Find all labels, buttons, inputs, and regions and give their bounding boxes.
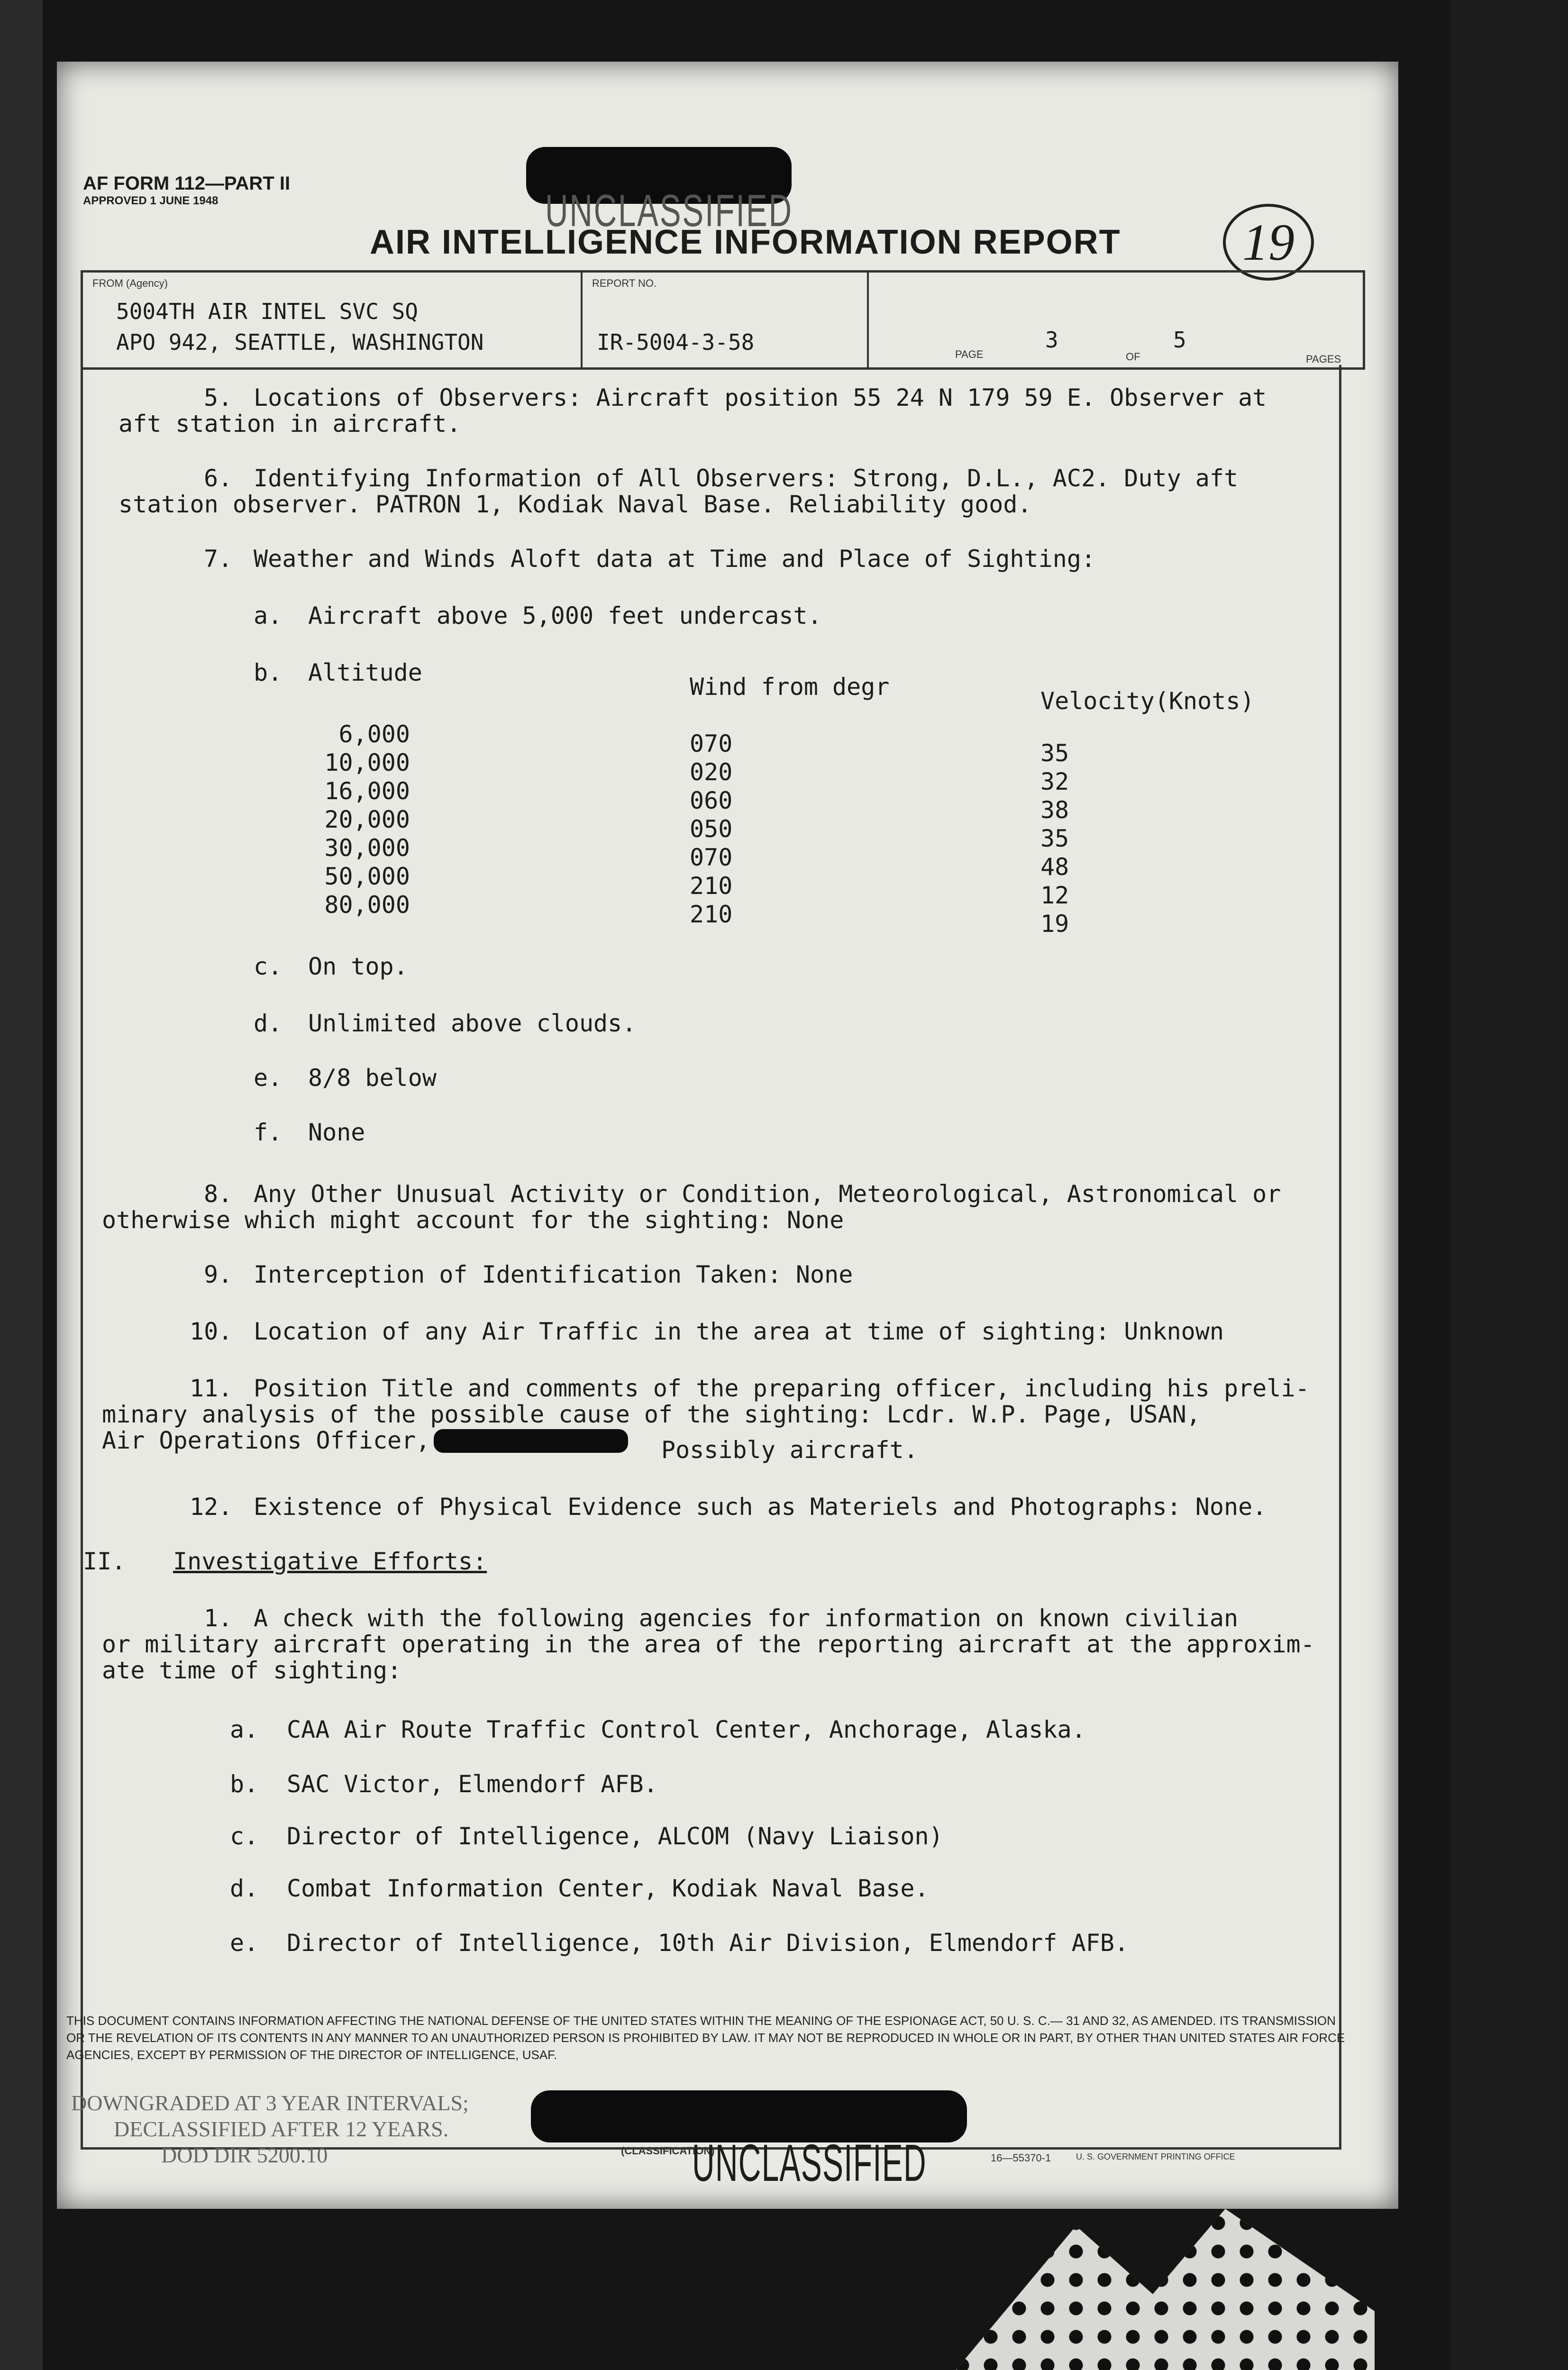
item-7d-text: Unlimited above clouds. (308, 1010, 637, 1037)
item-7a-letter: a. (254, 602, 283, 629)
winds-col-velocity: Velocity(Knots) (1040, 687, 1255, 715)
wind-row-dir: 070 (690, 844, 733, 871)
item-5-line-2: aft station in aircraft. (119, 410, 461, 438)
item-8-number: 8. (204, 1180, 233, 1208)
dot-pattern-artifact (948, 2209, 1375, 2370)
wind-row-dir: 060 (690, 787, 733, 814)
item-7c-letter: c. (254, 953, 283, 980)
item-7-number: 7. (204, 545, 233, 573)
wind-row-alt: 80,000 (324, 891, 410, 919)
wind-row-alt: 16,000 (324, 777, 410, 805)
espionage-act-notice: THIS DOCUMENT CONTAINS INFORMATION AFFECTING THE NATIONAL DEFENSE OF THE UNITED STATES WITHIN THE MEANING OF THE ESPIONAGE ACT, 50 U. S. C.— 31 AND 32, AS AMENDED. ITS TRANSMISSION OR THE REVELATION OF ITS CONTENTS IN ANY MANNER TO AN UNAUTHORIZED PERSON IS PROHIBITED BY LAW. IT MAY NOT BE REPRODUCED IN WHOLE OR IN PART, BY OTHER THAN UNITED STATES AIR FORCE AGENCIES, EXCEPT BY PERMISSION OF THE DIRECTOR OF INTELLIGENCE, USAF. (66, 2014, 1345, 2062)
wind-row-dir: 020 (690, 758, 733, 786)
classification-label: (CLASSIFICATION) (621, 2145, 715, 2157)
item-9-text: Interception of Identification Taken: None (254, 1261, 853, 1288)
item-7-text: Weather and Winds Aloft data at Time and Place of Sighting: (254, 545, 1096, 573)
wind-row-vel: 35 (1040, 825, 1069, 852)
page-mark: 19 (1223, 204, 1314, 281)
report-no-cell (583, 273, 869, 367)
downgrade-line-3: DOD DIR 5200.10 (161, 2143, 328, 2167)
page-number: 3 (1045, 327, 1058, 353)
total-pages: 5 (1173, 327, 1186, 353)
winds-col-altitude: Altitude (308, 659, 422, 686)
item-8-line-1: Any Other Unusual Activity or Condition, Meteorological, Astronomical or (254, 1180, 1281, 1208)
film-border-left (0, 0, 43, 2370)
form-id: AF FORM 112—PART II (83, 173, 291, 194)
from-line-2: APO 942, SEATTLE, WASHINGTON (116, 329, 484, 355)
item-11-line-1: Position Title and comments of the preparing officer, including his preli- (254, 1375, 1310, 1402)
item-10-number: 10. (190, 1318, 233, 1345)
wind-row-alt: 20,000 (324, 806, 410, 833)
wind-row-alt: 50,000 (324, 863, 410, 890)
section-2-item-1-line-2: or military aircraft operating in the area of the reporting aircraft at the approxim- (102, 1631, 1315, 1658)
agency-letter: b. (230, 1770, 259, 1798)
item-11-number: 11. (190, 1375, 233, 1402)
pages-label: PAGES (1306, 353, 1341, 365)
page-label: PAGE (955, 348, 984, 360)
agency-item: CAA Air Route Traffic Control Center, Anchorage, Alaska. (287, 1716, 1086, 1743)
section-2-number: II. (83, 1548, 126, 1575)
wind-row-vel: 35 (1040, 739, 1069, 767)
agency-letter: a. (230, 1716, 259, 1743)
from-label: FROM (Agency) (92, 277, 168, 289)
report-body (81, 365, 1341, 2150)
report-page (57, 62, 1398, 2209)
agency-letter: d. (230, 1875, 259, 1902)
item-7a-text: Aircraft above 5,000 feet undercast. (308, 602, 822, 629)
classification-top: UNCLASSIFIED (545, 185, 793, 236)
item-6-line-1: Identifying Information of All Observers: Strong, D.L., AC2. Duty aft (254, 465, 1239, 492)
item-9-number: 9. (204, 1261, 233, 1288)
wind-row-alt: 10,000 (324, 749, 410, 776)
section-2-item-1-line-3: ate time of sighting: (102, 1657, 402, 1684)
wind-row-vel: 12 (1040, 882, 1069, 909)
wind-row-vel: 32 (1040, 768, 1069, 795)
section-2-item-1-number: 1. (204, 1604, 233, 1632)
redaction-name (434, 1429, 628, 1453)
item-7c-text: On top. (308, 953, 408, 980)
agency-item: Director of Intelligence, 10th Air Division, Elmendorf AFB. (287, 1929, 1129, 1957)
wind-row-dir: 070 (690, 730, 733, 757)
agency-letter: c. (230, 1823, 259, 1850)
of-label: OF (1126, 351, 1140, 363)
item-7b-letter: b. (254, 659, 283, 686)
agency-item: SAC Victor, Elmendorf AFB. (287, 1770, 658, 1798)
item-7f-text: None (308, 1119, 365, 1146)
item-11-line-2: minary analysis of the possible cause of the sighting: Lcdr. W.P. Page, USAN, (102, 1401, 1201, 1428)
item-7f-letter: f. (254, 1119, 283, 1146)
form-number: 16—55370-1 (991, 2152, 1051, 2164)
wind-row-dir: 210 (690, 872, 733, 900)
item-6-number: 6. (204, 465, 233, 492)
item-12-text: Existence of Physical Evidence such as Materiels and Photographs: None. (254, 1493, 1267, 1521)
approval-date: APPROVED 1 JUNE 1948 (83, 194, 219, 207)
item-11-line-4: Possibly aircraft. (661, 1436, 918, 1464)
section-2-item-1-line-1: A check with the following agencies for information on known civilian (254, 1604, 1239, 1632)
agency-letter: e. (230, 1929, 259, 1957)
wind-row-vel: 48 (1040, 853, 1069, 881)
wind-row-dir: 210 (690, 901, 733, 928)
wind-row-alt: 30,000 (324, 834, 410, 862)
report-no-label: REPORT NO. (592, 277, 657, 289)
item-5-line-1: Locations of Observers: Aircraft position 55 24 N 179 59 E. Observer at (254, 384, 1267, 411)
item-7d-letter: d. (254, 1010, 283, 1037)
item-8-line-2: otherwise which might account for the sighting: None (102, 1206, 844, 1234)
header-box (81, 270, 1365, 370)
wind-row-alt: 6,000 (338, 720, 410, 748)
item-6-line-2: station observer. PATRON 1, Kodiak Naval Base. Reliability good. (119, 491, 1032, 518)
item-5-number: 5. (204, 384, 233, 411)
item-11-line-3: Air Operations Officer, (102, 1427, 430, 1454)
from-line-1: 5004TH AIR INTEL SVC SQ (116, 299, 418, 324)
section-2-title: Investigative Efforts: (173, 1548, 487, 1575)
classification-bottom: UNCLASSIFIED (692, 2134, 927, 2192)
report-title: AIR INTELLIGENCE INFORMATION REPORT (370, 223, 1121, 261)
item-10-text: Location of any Air Traffic in the area at time of sighting: Unknown (254, 1318, 1224, 1345)
item-12-number: 12. (190, 1493, 233, 1521)
item-7e-letter: e. (254, 1064, 283, 1092)
printer-line: U. S. GOVERNMENT PRINTING OFFICE (1076, 2152, 1235, 2161)
wind-row-dir: 050 (690, 815, 733, 843)
agency-item: Director of Intelligence, ALCOM (Navy Liaison) (287, 1823, 943, 1850)
agency-item: Combat Information Center, Kodiak Naval Base. (287, 1875, 929, 1902)
report-no: IR-5004-3-58 (597, 329, 755, 355)
item-7e-text: 8/8 below (308, 1064, 437, 1092)
film-border-right (1450, 0, 1568, 2370)
winds-col-wind: Wind from degr (690, 673, 890, 701)
downgrade-line-2: DECLASSIFIED AFTER 12 YEARS. (114, 2117, 449, 2141)
from-cell (83, 273, 583, 367)
wind-row-vel: 38 (1040, 796, 1069, 824)
downgrade-line-1: DOWNGRADED AT 3 YEAR INTERVALS; (71, 2091, 469, 2115)
wind-row-vel: 19 (1040, 910, 1069, 938)
